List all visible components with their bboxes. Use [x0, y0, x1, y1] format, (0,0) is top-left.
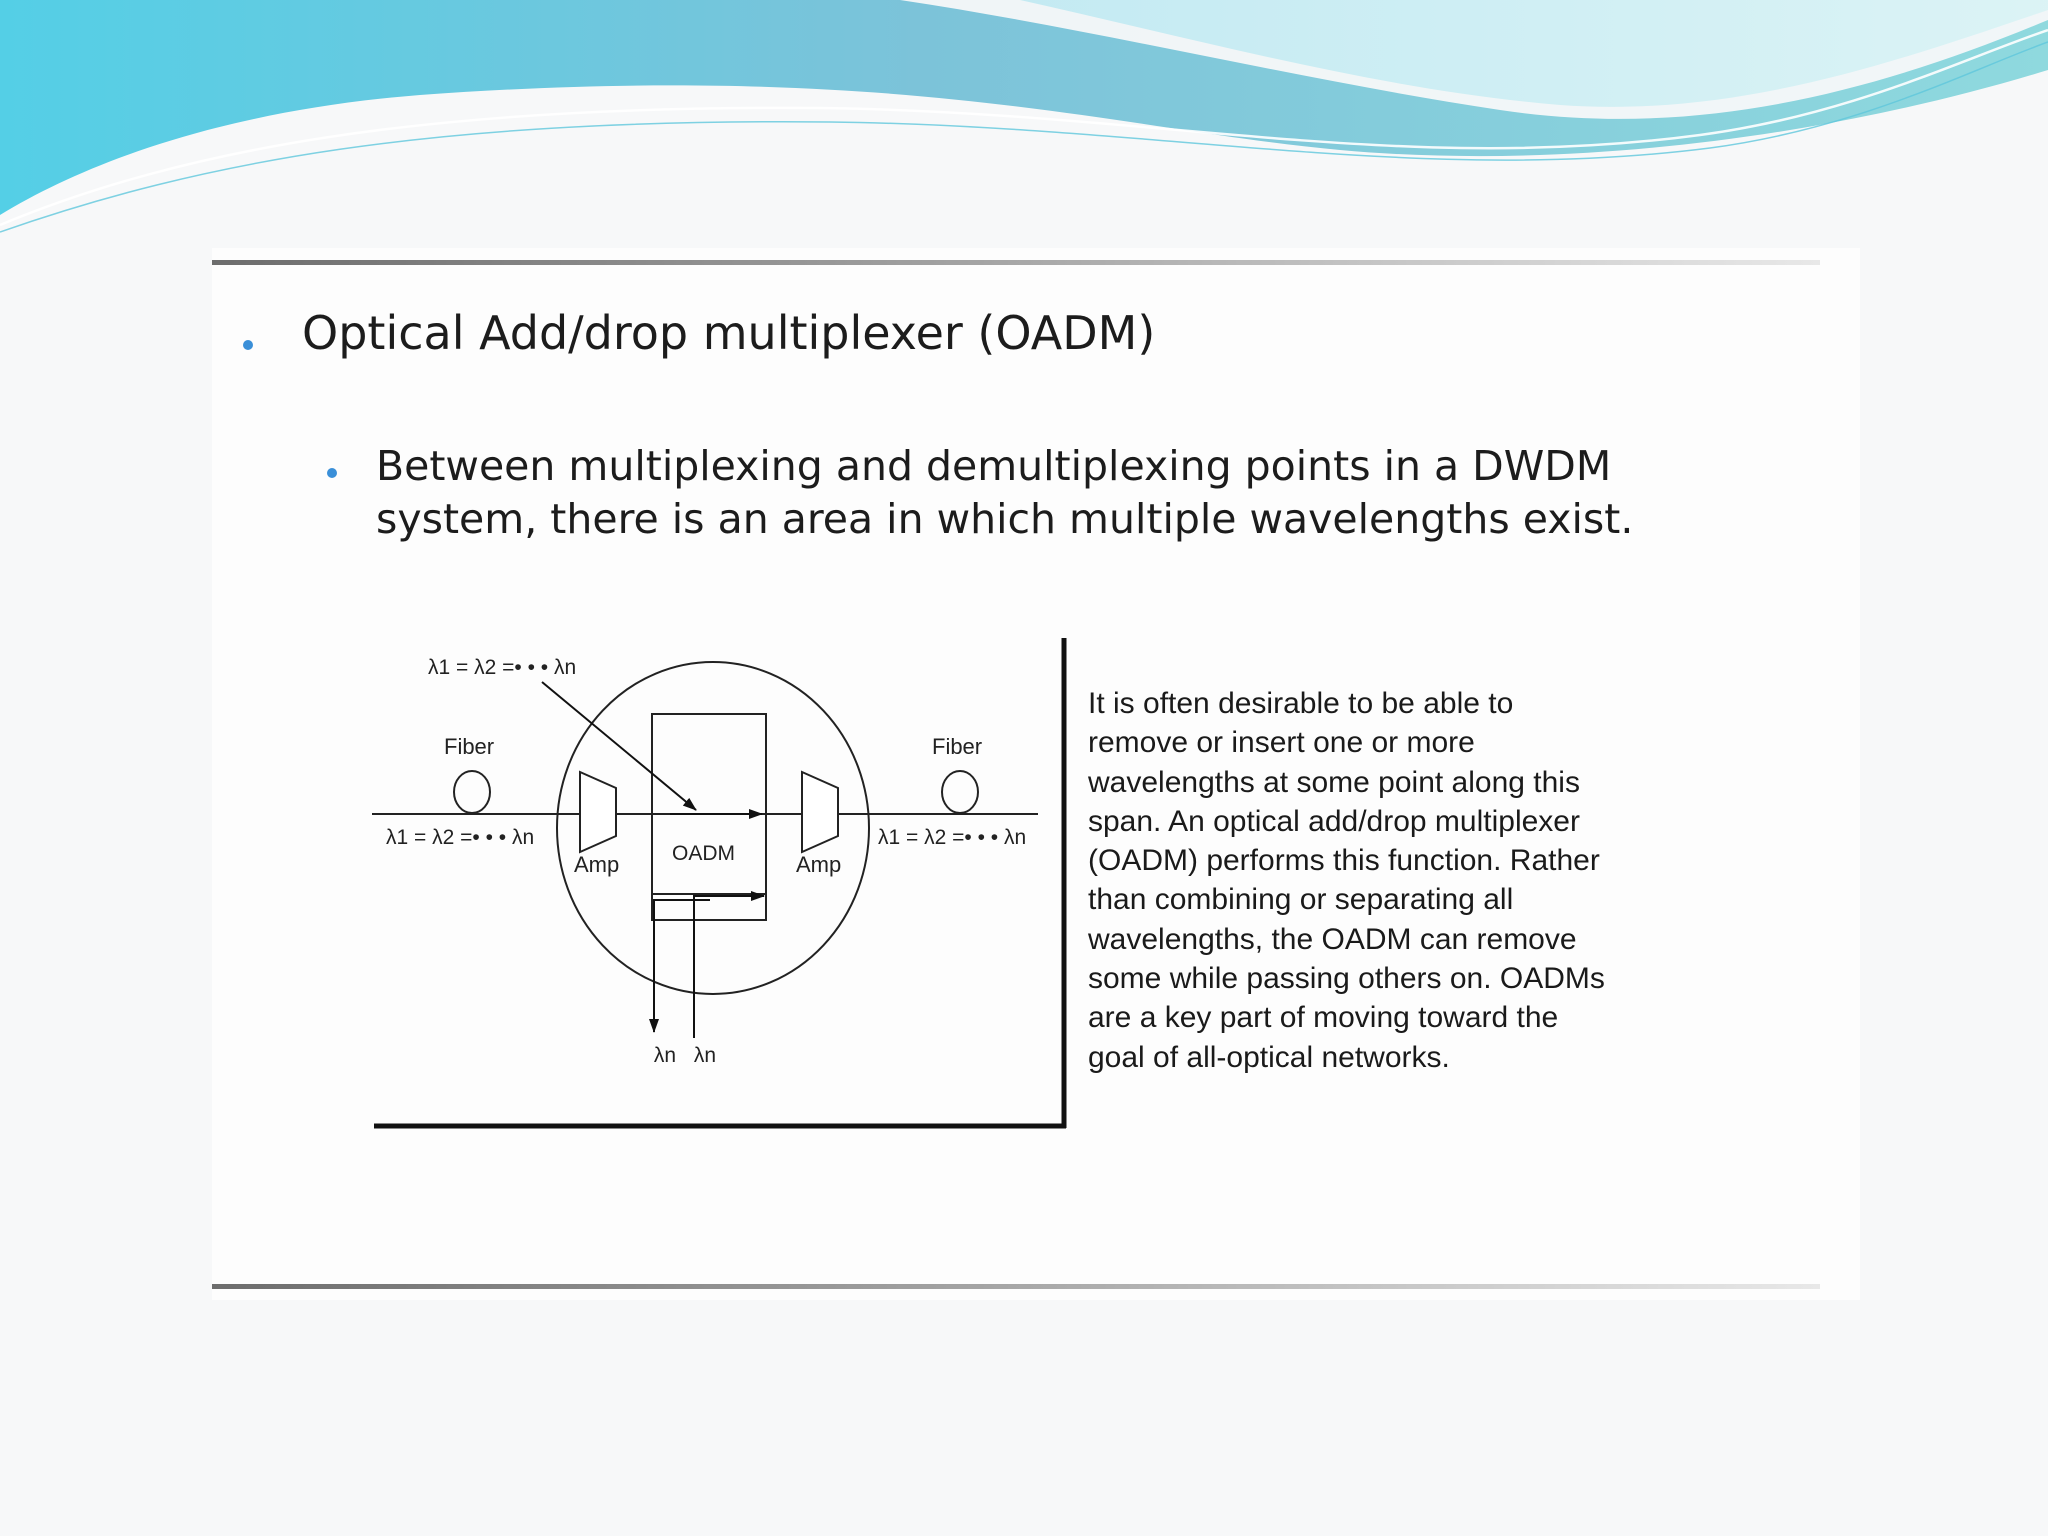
oadm-label: OADM — [672, 842, 735, 865]
amp-left-label: Amp — [574, 852, 620, 877]
description-line: wavelengths at some point along this — [1088, 765, 1580, 799]
label-leader-line — [542, 682, 696, 810]
sub-bullet-line: system, there is an area in which multiple wavelengths exist. — [376, 495, 1634, 543]
description-line: than combining or separating all — [1088, 883, 1514, 917]
description-line: some while passing others on. OADMs — [1088, 962, 1605, 996]
oadm-box — [652, 714, 766, 920]
sub-bullet-line: Between multiplexing and demultiplexing points in a DWDM — [376, 442, 1612, 490]
description-line: goal of all-optical networks. — [1088, 1040, 1450, 1074]
header-wave-decoration — [0, 0, 2048, 240]
fiber-right-label: Fiber — [932, 734, 983, 759]
bullet-dot — [327, 468, 337, 478]
right-lambda-label: λ1 = λ2 =• • • λn — [878, 826, 1027, 849]
fiber-left-label: Fiber — [444, 734, 495, 759]
add-lambda-label: λn — [693, 1044, 716, 1067]
fiber-coil-right — [942, 771, 978, 813]
oadm-description — [1088, 684, 1688, 1077]
bullet-dot — [243, 340, 253, 350]
description-line: wavelengths, the OADM can remove — [1088, 922, 1577, 956]
description-line: It is often desirable to be able to — [1088, 687, 1514, 720]
top-divider — [212, 260, 1820, 265]
description-line: (OADM) performs this function. Rather — [1088, 844, 1600, 878]
add-arrow — [694, 896, 764, 1038]
fiber-coil-left — [454, 771, 490, 813]
description-line: remove or insert one or more — [1088, 726, 1475, 760]
description-line: span. An optical add/drop multiplexer — [1088, 804, 1580, 838]
amp-right-label: Amp — [796, 852, 842, 877]
amp-left-shape — [580, 772, 616, 852]
left-lambda-label: λ1 = λ2 =• • • λn — [386, 826, 535, 849]
oadm-diagram — [370, 630, 1070, 1140]
drop-lambda-label: λn — [653, 1044, 676, 1067]
top-lambda-label: λ1 = λ2 =• • • λn — [428, 656, 577, 679]
amp-right-shape — [802, 772, 838, 852]
bottom-divider — [212, 1284, 1820, 1289]
slide-heading: Optical Add/drop multiplexer (OADM) — [302, 306, 1156, 360]
drop-path-arrow — [654, 870, 690, 904]
description-line: are a key part of moving toward the — [1088, 1001, 1559, 1035]
sub-bullet-text — [376, 440, 1706, 546]
